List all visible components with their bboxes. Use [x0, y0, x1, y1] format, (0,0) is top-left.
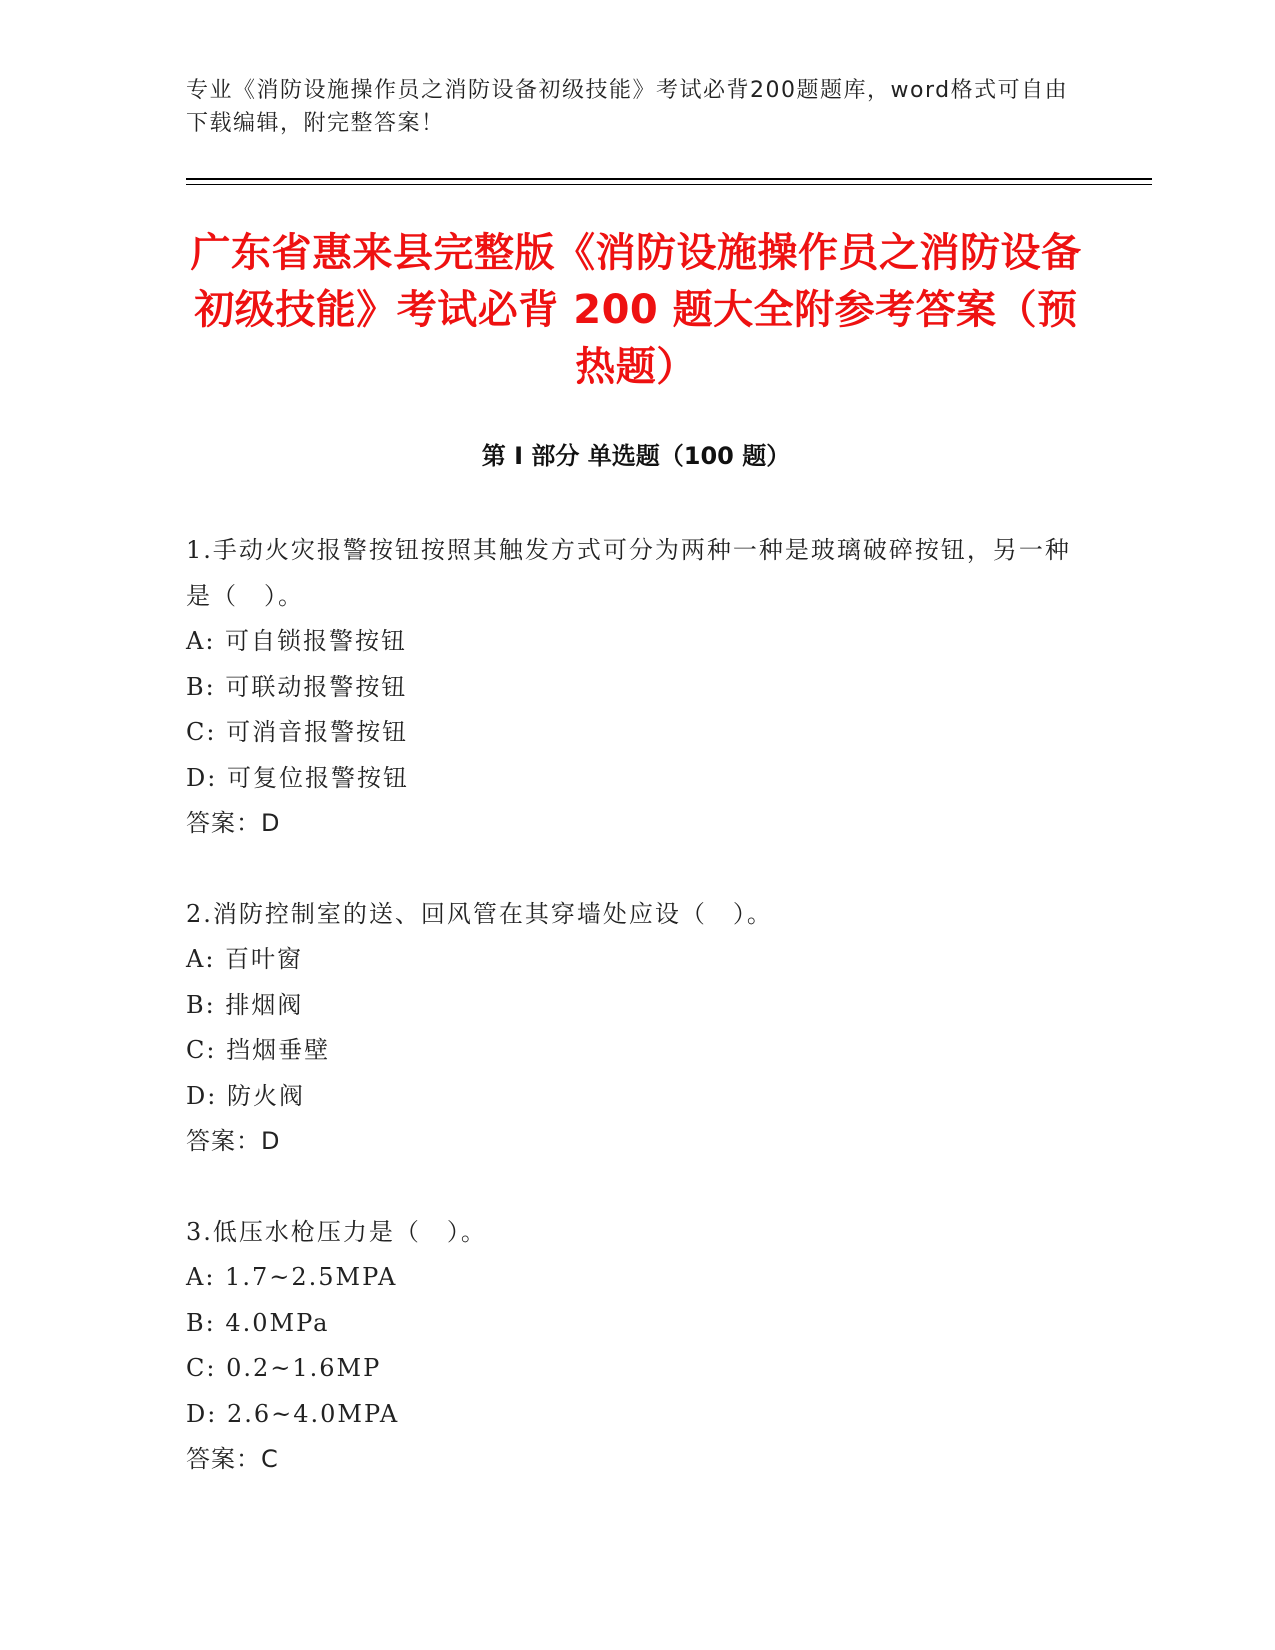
- section-title: 第 I 部分 单选题（100 题）: [481, 442, 791, 470]
- header-divider-thick: [186, 178, 1152, 180]
- answer: 答案：D: [186, 809, 281, 837]
- document-title: 广东省惠来县完整版《消防设施操作员之消防设备初级技能》考试必背 200 题大全附参考答案（预热题）: [190, 230, 1082, 390]
- option-a: A: 可自锁报警按钮: [186, 627, 408, 655]
- question-2: [186, 892, 1086, 1165]
- option-b: B: 可联动报警按钮: [186, 672, 408, 701]
- option-b: B: 排烟阀: [186, 990, 304, 1019]
- question-list: [186, 528, 1086, 1528]
- question-stem: 1.手动火灾报警按钮按照其触发方式可分为两种一种是玻璃破碎按钮，另一种是（ ）。: [186, 536, 1071, 610]
- option-a: A: 1.7~2.5MPA: [186, 1263, 398, 1291]
- option-a: A: 百叶窗: [186, 945, 304, 973]
- answer: 答案：C: [186, 1445, 279, 1473]
- question-stem: 3.低压水枪压力是（ ）。: [186, 1217, 487, 1246]
- option-d: D: 防火阀: [186, 1081, 305, 1110]
- question-stem: 2.消防控制室的送、回风管在其穿墙处应设（ ）。: [186, 899, 773, 928]
- header-divider-thin: [186, 184, 1152, 185]
- question-3: [186, 1210, 1086, 1483]
- question-1: [186, 528, 1086, 847]
- option-d: D: 2.6~4.0MPA: [186, 1399, 400, 1428]
- option-c: C: 可消音报警按钮: [186, 718, 409, 746]
- header-note: 专业《消防设施操作员之消防设备初级技能》考试必背200题题库，word格式可自由下载编辑，附完整答案！: [186, 78, 1069, 136]
- option-c: C: 挡烟垂壁: [186, 1036, 331, 1064]
- answer: 答案：D: [186, 1127, 281, 1155]
- option-c: C: 0.2~1.6MP: [186, 1354, 382, 1382]
- option-d: D: 可复位报警按钮: [186, 763, 409, 792]
- option-b: B: 4.0MPa: [186, 1308, 330, 1337]
